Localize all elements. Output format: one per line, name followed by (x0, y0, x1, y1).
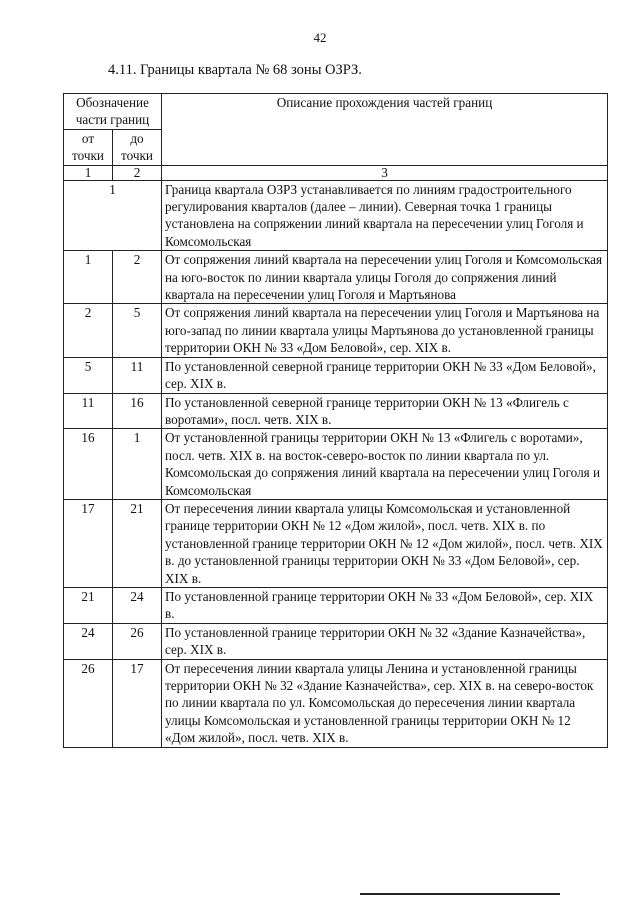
table-row (64, 251, 608, 304)
from-point: 26 (64, 659, 113, 747)
from-point: 2 (64, 304, 113, 357)
column-index-3: 3 (162, 165, 608, 180)
intro-row (64, 180, 608, 251)
header-row (64, 94, 608, 130)
to-point: 24 (113, 587, 162, 623)
table-row (64, 429, 608, 500)
from-point: 5 (64, 357, 113, 393)
to-point: 1 (113, 429, 162, 500)
column-index-2: 2 (113, 165, 162, 180)
intro-description: Граница квартала ОЗРЗ устанавливается по линиям градостроительного регулирования кварталов (далее – линии). Северная точка 1 границы установлена на сопряжении линий квартала на пересечении улиц Гоголя и Комсомольская (162, 180, 608, 251)
from-point: 17 (64, 499, 113, 587)
page-number: 42 (313, 30, 327, 45)
to-point: 5 (113, 304, 162, 357)
boundary-description: По установленной границе территории ОКН № 32 «Здание Казначейства», сер. XIX в. (162, 623, 608, 659)
from-point: 24 (64, 623, 113, 659)
header-to-point: до точки (113, 129, 162, 165)
header-from-point: от точки (64, 129, 113, 165)
table-row (64, 587, 608, 623)
boundary-description: По установленной границе территории ОКН № 33 «Дом Беловой», сер. XIX в. (162, 587, 608, 623)
column-index-row (64, 165, 608, 180)
to-point: 16 (113, 393, 162, 429)
to-point: 2 (113, 251, 162, 304)
boundary-description: От установленной границы территории ОКН № 13 «Флигель с воротами», посл. четв. XIX в. на восток-северо-восток по линии квартала по ул. Комсомольская до сопряжения линий квартала на пересечении улиц Гоголя и Комсомольская (162, 429, 608, 500)
to-point: 21 (113, 499, 162, 587)
boundary-description: От сопряжения линий квартала на пересечении улиц Гоголя и Мартьянова на юго-запад по линии квартала улицы Мартьянова до установленной границы территории ОКН № 33 «Дом Беловой», сер. XIX в. (162, 304, 608, 357)
boundary-description: От пересечения линии квартала улицы Ленина и установленной границы территории ОКН № 32 «Здание Казначейства», сер. XIX в. на северо-восток по линии квартала по ул. Комсомольская до пересечения линии квартала улицы Комсомольская и установленной границы территории ОКН № 12 «Дом жилой», посл. четв. XIX в. (162, 659, 608, 747)
header-designation: Обозначение части границ (64, 94, 162, 130)
column-index-1: 1 (64, 165, 113, 180)
from-point: 1 (64, 251, 113, 304)
to-point: 17 (113, 659, 162, 747)
boundary-description: По установленной северной границе территории ОКН № 33 «Дом Беловой», сер. XIX в. (162, 357, 608, 393)
table-row (64, 304, 608, 357)
to-point: 26 (113, 623, 162, 659)
boundary-description: От пересечения линии квартала улицы Комсомольская и установленной границе территории ОКН № 12 «Дом жилой», посл. четв. XIX в. по установленной границе территории ОКН № 12 «Дом жилой», посл. четв. XIX в. до установленной границы территории ОКН № 33 «Дом Беловой», сер. XIX в. (162, 499, 608, 587)
boundary-description: По установленной северной границе территории ОКН № 13 «Флигель с воротами», посл. четв. XIX в. (162, 393, 608, 429)
from-point: 16 (64, 429, 113, 500)
table-row (64, 393, 608, 429)
table-row (64, 357, 608, 393)
table-row (64, 499, 608, 587)
boundary-description: От сопряжения линий квартала на пересечении улиц Гоголя и Комсомольская на юго-восток по линии квартала улицы Гоголя до сопряжения линий квартала на пересечении улиц Гоголя и Мартьянова (162, 251, 608, 304)
intro-point: 1 (64, 180, 162, 251)
table-row (64, 623, 608, 659)
header-description: Описание прохождения частей границ (162, 94, 608, 166)
from-point: 21 (64, 587, 113, 623)
table-row (64, 659, 608, 747)
boundary-table (63, 93, 608, 748)
from-point: 11 (64, 393, 113, 429)
section-title: 4.11. Границы квартала № 68 зоны ОЗРЗ. (108, 62, 362, 78)
to-point: 11 (113, 357, 162, 393)
boundary-rows (64, 251, 608, 747)
footer-rule (360, 893, 560, 895)
